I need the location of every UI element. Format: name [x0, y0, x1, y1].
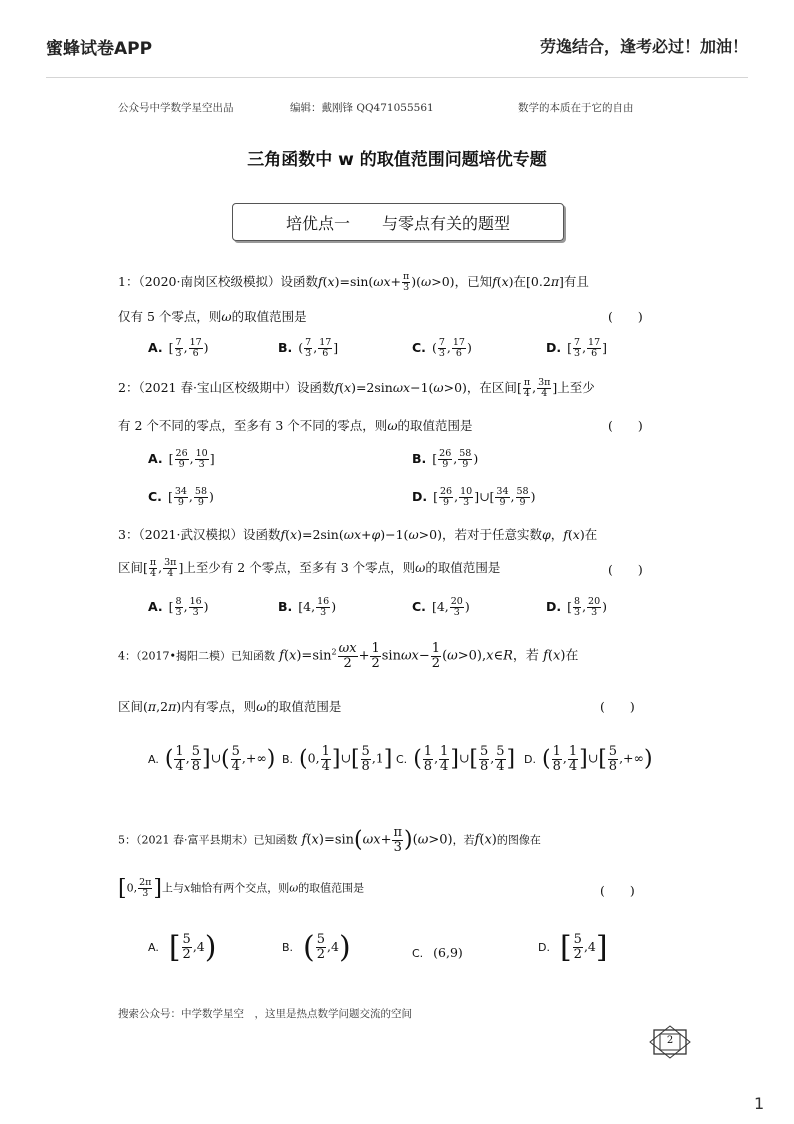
- slogan: 劳逸结合，逢考必过！加油！: [539, 37, 748, 56]
- question-2-line-2: 有 2 个不同的零点，至多有 3 个不同的零点，则ω的取值范围是: [118, 418, 473, 433]
- section-name: 与零点有关的题型: [382, 213, 511, 233]
- q5-option-d: D. [ $\frac{5}{2}$ ,4]: [538, 930, 608, 965]
- q3-option-a: A. [ $\frac{8}{3}$ , $\frac{16}{3}$ ): [148, 596, 209, 618]
- q1-option-c: C. ( $\frac{7}{3}$ , $\frac{17}{6}$ ): [412, 337, 472, 359]
- question-2-line-1: 2：（2021 春·宝山区校级期中）设函数f(x)=2sinωx−1(ω>0)，在区间[ $\frac{\pi}{4}$ , $\frac{3\pi}{4}$ ]上至少: [118, 377, 595, 399]
- top-bar: [0, 0, 794, 78]
- section-label: 培优点一: [285, 213, 350, 233]
- question-5-line-2: [0, $\frac{2\pi}{3}$ ]上与x轴恰有两个交点，则ω的取值范围是: [118, 876, 365, 901]
- answer-paren: ( ): [608, 418, 643, 433]
- answer-paren: ( ): [608, 309, 643, 324]
- q4-option-d: D. ( $\frac{1}{8}$ , $\frac{1}{4}$ ]∪[ $\frac{5}{8}$ ,+∞): [524, 744, 653, 774]
- section-heading: [232, 203, 564, 241]
- question-5-line-1: 5：（2021 春·富平县期末）已知函数 f(x)=sin(ωx+ $\frac{\pi}{3}$ )(ω>0)，若f(x)的图像在: [118, 825, 541, 855]
- page-stamp: [648, 1024, 692, 1060]
- q1-option-d: D. [ $\frac{7}{3}$ , $\frac{17}{6}$ ]: [546, 337, 608, 359]
- q2-option-a: A. [ $\frac{26}{9}$ , $\frac{10}{3}$ ]: [148, 448, 215, 470]
- question-3-line-2: 区间[ $\frac{\pi}{4}$ , $\frac{3\pi}{4}$ ]上至少有 2 个零点，至多有 3 个零点，则ω的取值范围是: [118, 557, 501, 579]
- question-4-line-1: 4：（2017•揭阳二模）已知函数 $f(x)=\sin^2$ $\frac{\omega x}{2}$ + $\frac{1}{2}$ sinωx− $\frac{1}{2}$ (ω>0),x∈R，若 f(x)在: [118, 641, 579, 671]
- question-4-line-2: 区间(π,2π)内有零点，则ω的取值范围是: [118, 699, 342, 714]
- q5-option-b: B. ( $\frac{5}{2}$ ,4): [282, 930, 351, 965]
- answer-paren: ( ): [600, 699, 635, 714]
- q2-option-c: C. [ $\frac{34}{9}$ , $\frac{58}{9}$ ): [148, 486, 214, 508]
- page-title: 三角函数中 w 的取值范围问题培优专题: [247, 150, 547, 170]
- q5-option-c: C. (6,9): [412, 945, 463, 960]
- header-editor: 编辑：戴刚锋 QQ471055561: [290, 102, 434, 114]
- stamp-page-number: 2: [666, 1035, 674, 1046]
- question-3-line-1: 3：（2021·武汉模拟）设函数f(x)=2sin(ωx+φ)−1(ω>0)，若对于任意实数φ，f(x)在: [118, 527, 598, 542]
- brand-name: 蜜蜂试卷APP: [46, 39, 153, 59]
- header-source: 公众号中学数学星空出品: [118, 102, 234, 114]
- q3-option-b: B. [4, $\frac{16}{3}$ ): [278, 596, 337, 618]
- q4-option-b: B. (0, $\frac{1}{4}$ ]∪[ $\frac{5}{8}$ ,1]: [282, 744, 393, 774]
- q1-option-b: B. ( $\frac{7}{3}$ , $\frac{17}{6}$ ]: [278, 337, 339, 359]
- page-number: 1: [754, 1094, 765, 1113]
- answer-paren: ( ): [608, 562, 643, 577]
- q2-option-d: D. [ $\frac{26}{9}$ , $\frac{10}{3}$ ]∪[ $\frac{34}{9}$ , $\frac{58}{9}$ ): [412, 486, 536, 508]
- question-1-line-2: 仅有 5 个零点，则ω的取值范围是: [118, 309, 307, 324]
- q1-option-a: A. [ $\frac{7}{3}$ , $\frac{17}{6}$ ): [148, 337, 209, 359]
- q3-option-d: D. [ $\frac{8}{3}$ , $\frac{20}{3}$ ): [546, 596, 608, 618]
- answer-paren: ( ): [600, 883, 635, 898]
- header-motto: 数学的本质在于它的自由: [518, 102, 634, 114]
- divider: [46, 77, 748, 78]
- q4-option-a: A. ( $\frac{1}{4}$ , $\frac{5}{8}$ ]∪( $\frac{5}{4}$ ,+∞): [148, 744, 276, 774]
- q5-option-a: A. [ $\frac{5}{2}$ ,4): [148, 930, 217, 965]
- q2-option-b: B. [ $\frac{26}{9}$ , $\frac{58}{9}$ ): [412, 448, 479, 470]
- q3-option-c: C. [4, $\frac{20}{3}$ ): [412, 596, 470, 618]
- q4-option-c: C. ( $\frac{1}{8}$ , $\frac{1}{4}$ ]∪[ $\frac{5}{8}$ , $\frac{5}{4}$ ]: [396, 744, 516, 774]
- question-1-line-1: 1：（2020·南岗区校级模拟）设函数f(x)=sin(ωx+ $\frac{\pi}{3}$ )(ω>0)，已知f(x)在[0.2π]有且: [118, 271, 589, 293]
- footer-note: 搜索公众号：中学数学星空 ，这里是热点数学问题交流的空间: [118, 1008, 412, 1020]
